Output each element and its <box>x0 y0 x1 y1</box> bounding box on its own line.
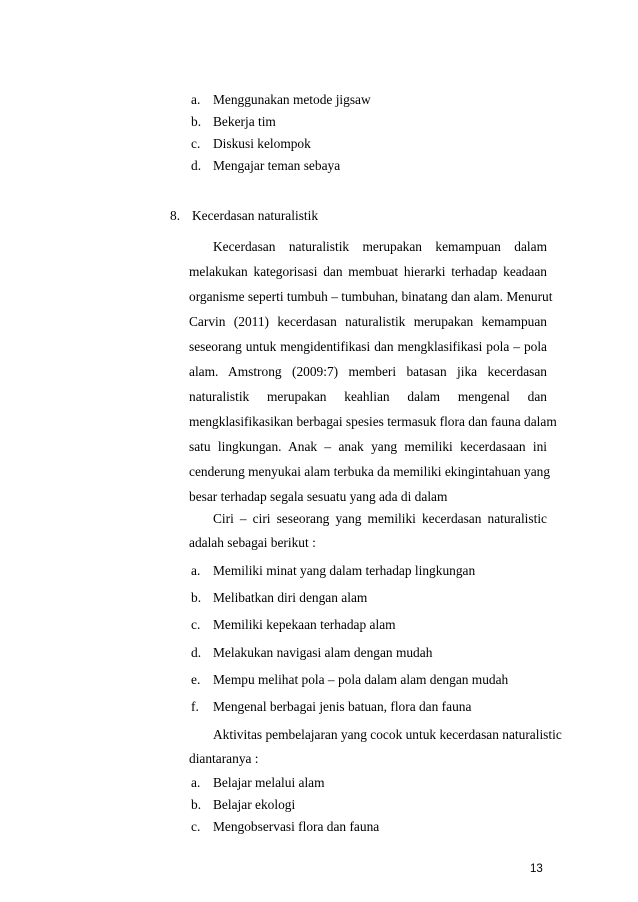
list-item: Melibatkan diri dengan alam <box>213 590 368 605</box>
paragraph-line: mengklasifikasikan berbagai spesies termasuk flora dan fauna dalam <box>189 414 557 429</box>
paragraph-line: Carvin (2011) kecerdasan naturalistik merupakan kemampuan <box>189 314 547 329</box>
page-number: 13 <box>530 863 543 875</box>
paragraph-line: Ciri – ciri seseorang yang memiliki kecerdasan naturalistic <box>213 511 547 526</box>
list-marker: d. <box>191 158 202 173</box>
list-item: Memiliki kepekaan terhadap alam <box>213 617 396 632</box>
list-item: Bekerja tim <box>213 114 276 129</box>
list-marker: a. <box>191 775 201 790</box>
list-marker: b. <box>191 590 202 605</box>
list-marker: c. <box>191 617 201 632</box>
list-marker: e. <box>191 672 201 687</box>
paragraph-line: melakukan kategorisasi dan membuat hierarki terhadap keadaan <box>189 264 547 279</box>
paragraph-line: besar terhadap segala sesuatu yang ada di dalam <box>189 489 448 504</box>
paragraph-line: naturalistik merupakan keahlian dalam mengenal dan <box>189 389 547 404</box>
list-item: Mengajar teman sebaya <box>213 158 341 173</box>
list-marker: d. <box>191 645 202 660</box>
list-marker: a. <box>191 563 201 578</box>
section-title: Kecerdasan naturalistik <box>192 208 319 223</box>
list-marker: f. <box>191 699 199 714</box>
paragraph-line: cenderung menyukai alam terbuka da memiliki ekingintahuan yang <box>189 464 551 479</box>
paragraph-line: seseorang untuk mengidentifikasi dan mengklasifikasi pola – pola <box>189 339 547 354</box>
list-item: Mengobservasi flora dan fauna <box>213 819 380 834</box>
paragraph-line: Kecerdasan naturalistik merupakan kemampuan dalam <box>213 239 547 254</box>
list-marker: b. <box>191 797 202 812</box>
list-item: Mempu melihat pola – pola dalam alam dengan mudah <box>213 672 509 687</box>
list-marker: c. <box>191 819 201 834</box>
list-item: Mengenal berbagai jenis batuan, flora dan fauna <box>213 699 472 714</box>
list-item: Memiliki minat yang dalam terhadap lingkungan <box>213 563 476 578</box>
paragraph-line: organisme seperti tumbuh – tumbuhan, binatang dan alam. Menurut <box>189 289 553 304</box>
paragraph-line: alam. Amstrong (2009:7) memberi batasan jika kecerdasan <box>189 364 547 379</box>
list-item: Diskusi kelompok <box>213 136 311 151</box>
paragraph-line: Aktivitas pembelajaran yang cocok untuk kecerdasan naturalistic <box>213 727 562 742</box>
paragraph-line: satu lingkungan. Anak – anak yang memiliki kecerdasaan ini <box>189 439 547 454</box>
list-item: Belajar melalui alam <box>213 775 325 790</box>
section-number: 8. <box>170 208 181 223</box>
list-item: Belajar ekologi <box>213 797 296 812</box>
list-item: Menggunakan metode jigsaw <box>213 92 371 107</box>
list-marker: b. <box>191 114 202 129</box>
list-marker: c. <box>191 136 201 151</box>
paragraph-line: adalah sebagai berikut : <box>189 535 316 550</box>
list-marker: a. <box>191 92 201 107</box>
list-item: Melakukan navigasi alam dengan mudah <box>213 645 433 660</box>
paragraph-line: diantaranya : <box>189 751 259 766</box>
